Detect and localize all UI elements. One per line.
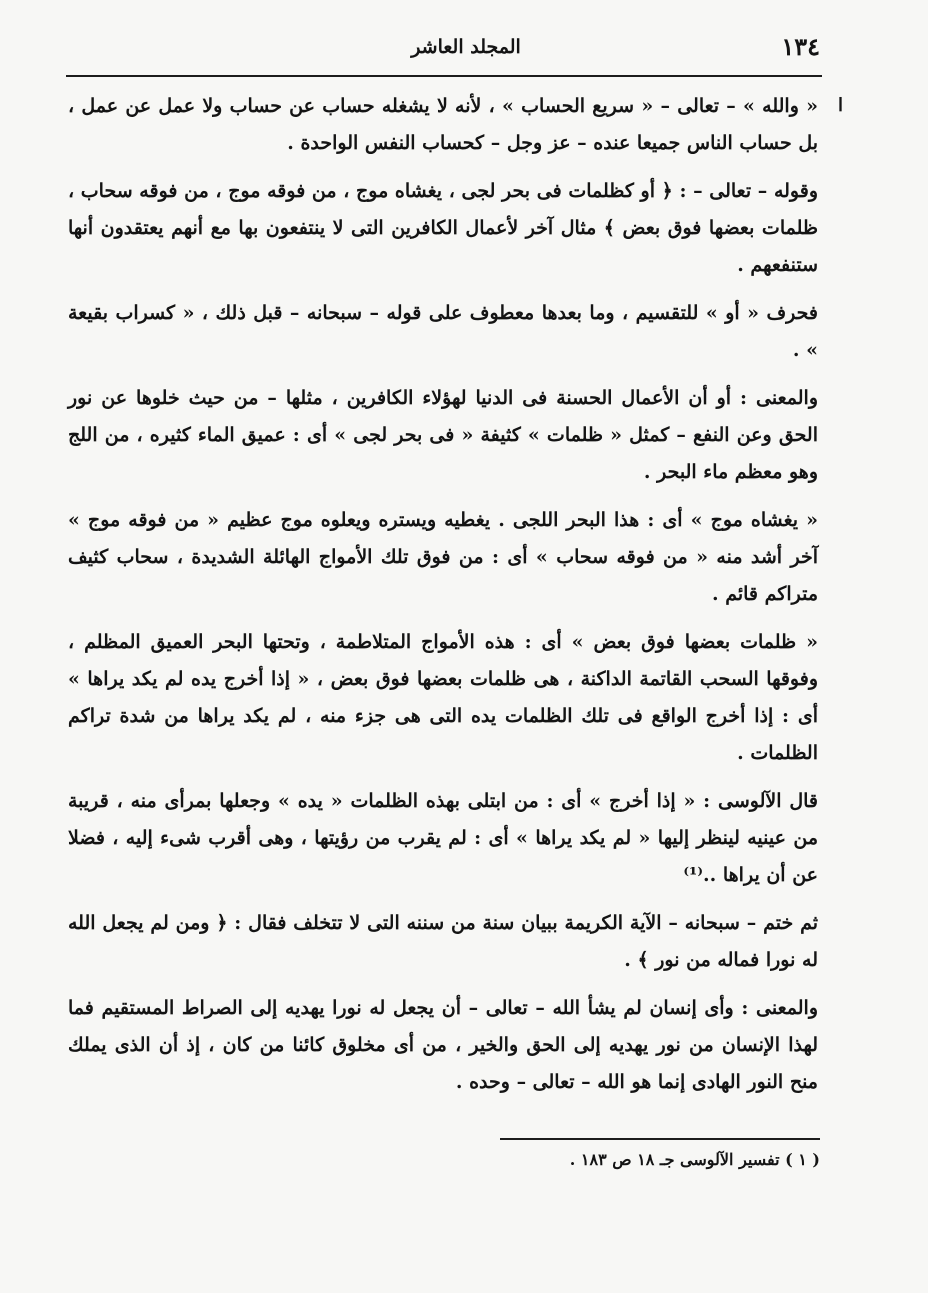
page-header: [66, 28, 820, 72]
footnote: ( ١ ) تفسير الآلوسى جـ ١٨ ص ١٨٣ .: [569, 1150, 820, 1169]
footnote-rule: [500, 1138, 820, 1140]
body-text: [68, 88, 818, 1112]
paragraph-8: ثم ختم – سبحانه – الآية الكريمة ببيان سنة من سننه التى لا تتخلف فقال : ﴿ ومن لم يجعل الله له نورا فماله من نور ﴾ .: [68, 912, 818, 971]
paragraph-4: والمعنى : أو أن الأعمال الحسنة فى الدنيا لهؤلاء الكافرين ، مثلها – من حيث خلوها عن نور الحق وعن النفع – كمثل « ظلمات » كثيفة « فى بحر لجى » أى : عميق الماء كثيره ، من اللج وهو معظم ماء البحر .: [68, 387, 818, 483]
paragraph-9: والمعنى : وأى إنسان لم يشأ الله – تعالى – أن يجعل له نورا يهديه إلى الصراط المستقيم فما لهذا الإنسان من نور يهديه إلى الحق والخير ، من أى مخلوق كائنا من كان ، إذ أن الذى يملك منح النور الهادى إنما هو الله – تعالى – وحده .: [68, 997, 818, 1093]
paragraph-7: قال الآلوسى : « إذا أخرج » أى : من ابتلى بهذه الظلمات « يده » وجعلها بمرأى منه ، قريبة من عينيه لينظر إليها « لم يكد يراها » أى : لم يقرب من رؤيتها ، وهى أقرب شىء إليه ، فضلا عن أن يراها ..⁽¹⁾: [68, 790, 818, 886]
running-title: المجلد العاشر: [411, 36, 521, 58]
paragraph-5: « يغشاه موج » أى : هذا البحر اللجى . يغطيه ويستره ويعلوه موج عظيم « من فوقه موج » آخر أشد منه « من فوقه سحاب » أى : من فوق تلك الأمواج الهائلة الشديدة ، سحاب كثيف متراكم قائم .: [68, 509, 818, 605]
paragraph-2: وقوله – تعالى – : ﴿ أو كظلمات فى بحر لجى ، يغشاه موج ، من فوقه موج ، من فوقه سحاب ، ظلمات بعضها فوق بعض ﴾ مثال آخر لأعمال الكافرين التى لا ينتفعون بها مع أنهم يعتقدون أنها ستنفعهم .: [68, 180, 818, 276]
page-number: ١٣٤: [781, 32, 820, 61]
margin-mark: ا: [838, 95, 844, 116]
paragraph-3: فحرف « أو » للتقسيم ، وما بعدها معطوف على قوله – سبحانه – قبل ذلك ، « كسراب بقيعة » .: [68, 302, 818, 361]
paragraph-1: « والله » – تعالى – « سريع الحساب » ، لأنه لا يشغله حساب عن حساب ولا عمل عن عمل ، بل حساب الناس جميعا عنده – عز وجل – كحساب النفس الواحدة .: [68, 95, 818, 154]
header-rule: [66, 75, 822, 77]
paragraph-6: « ظلمات بعضها فوق بعض » أى : هذه الأمواج المتلاطمة ، وتحتها البحر العميق المظلم ، وفوقها السحب القاتمة الداكنة ، هى ظلمات بعضها فوق بعض ، « إذا أخرج يده لم يكد يراها » أى : إذا أخرج الواقع فى تلك الظلمات يده التى هى جزء منه ، لم يكد يراها من شدة تراكم الظلمات .: [68, 631, 818, 764]
